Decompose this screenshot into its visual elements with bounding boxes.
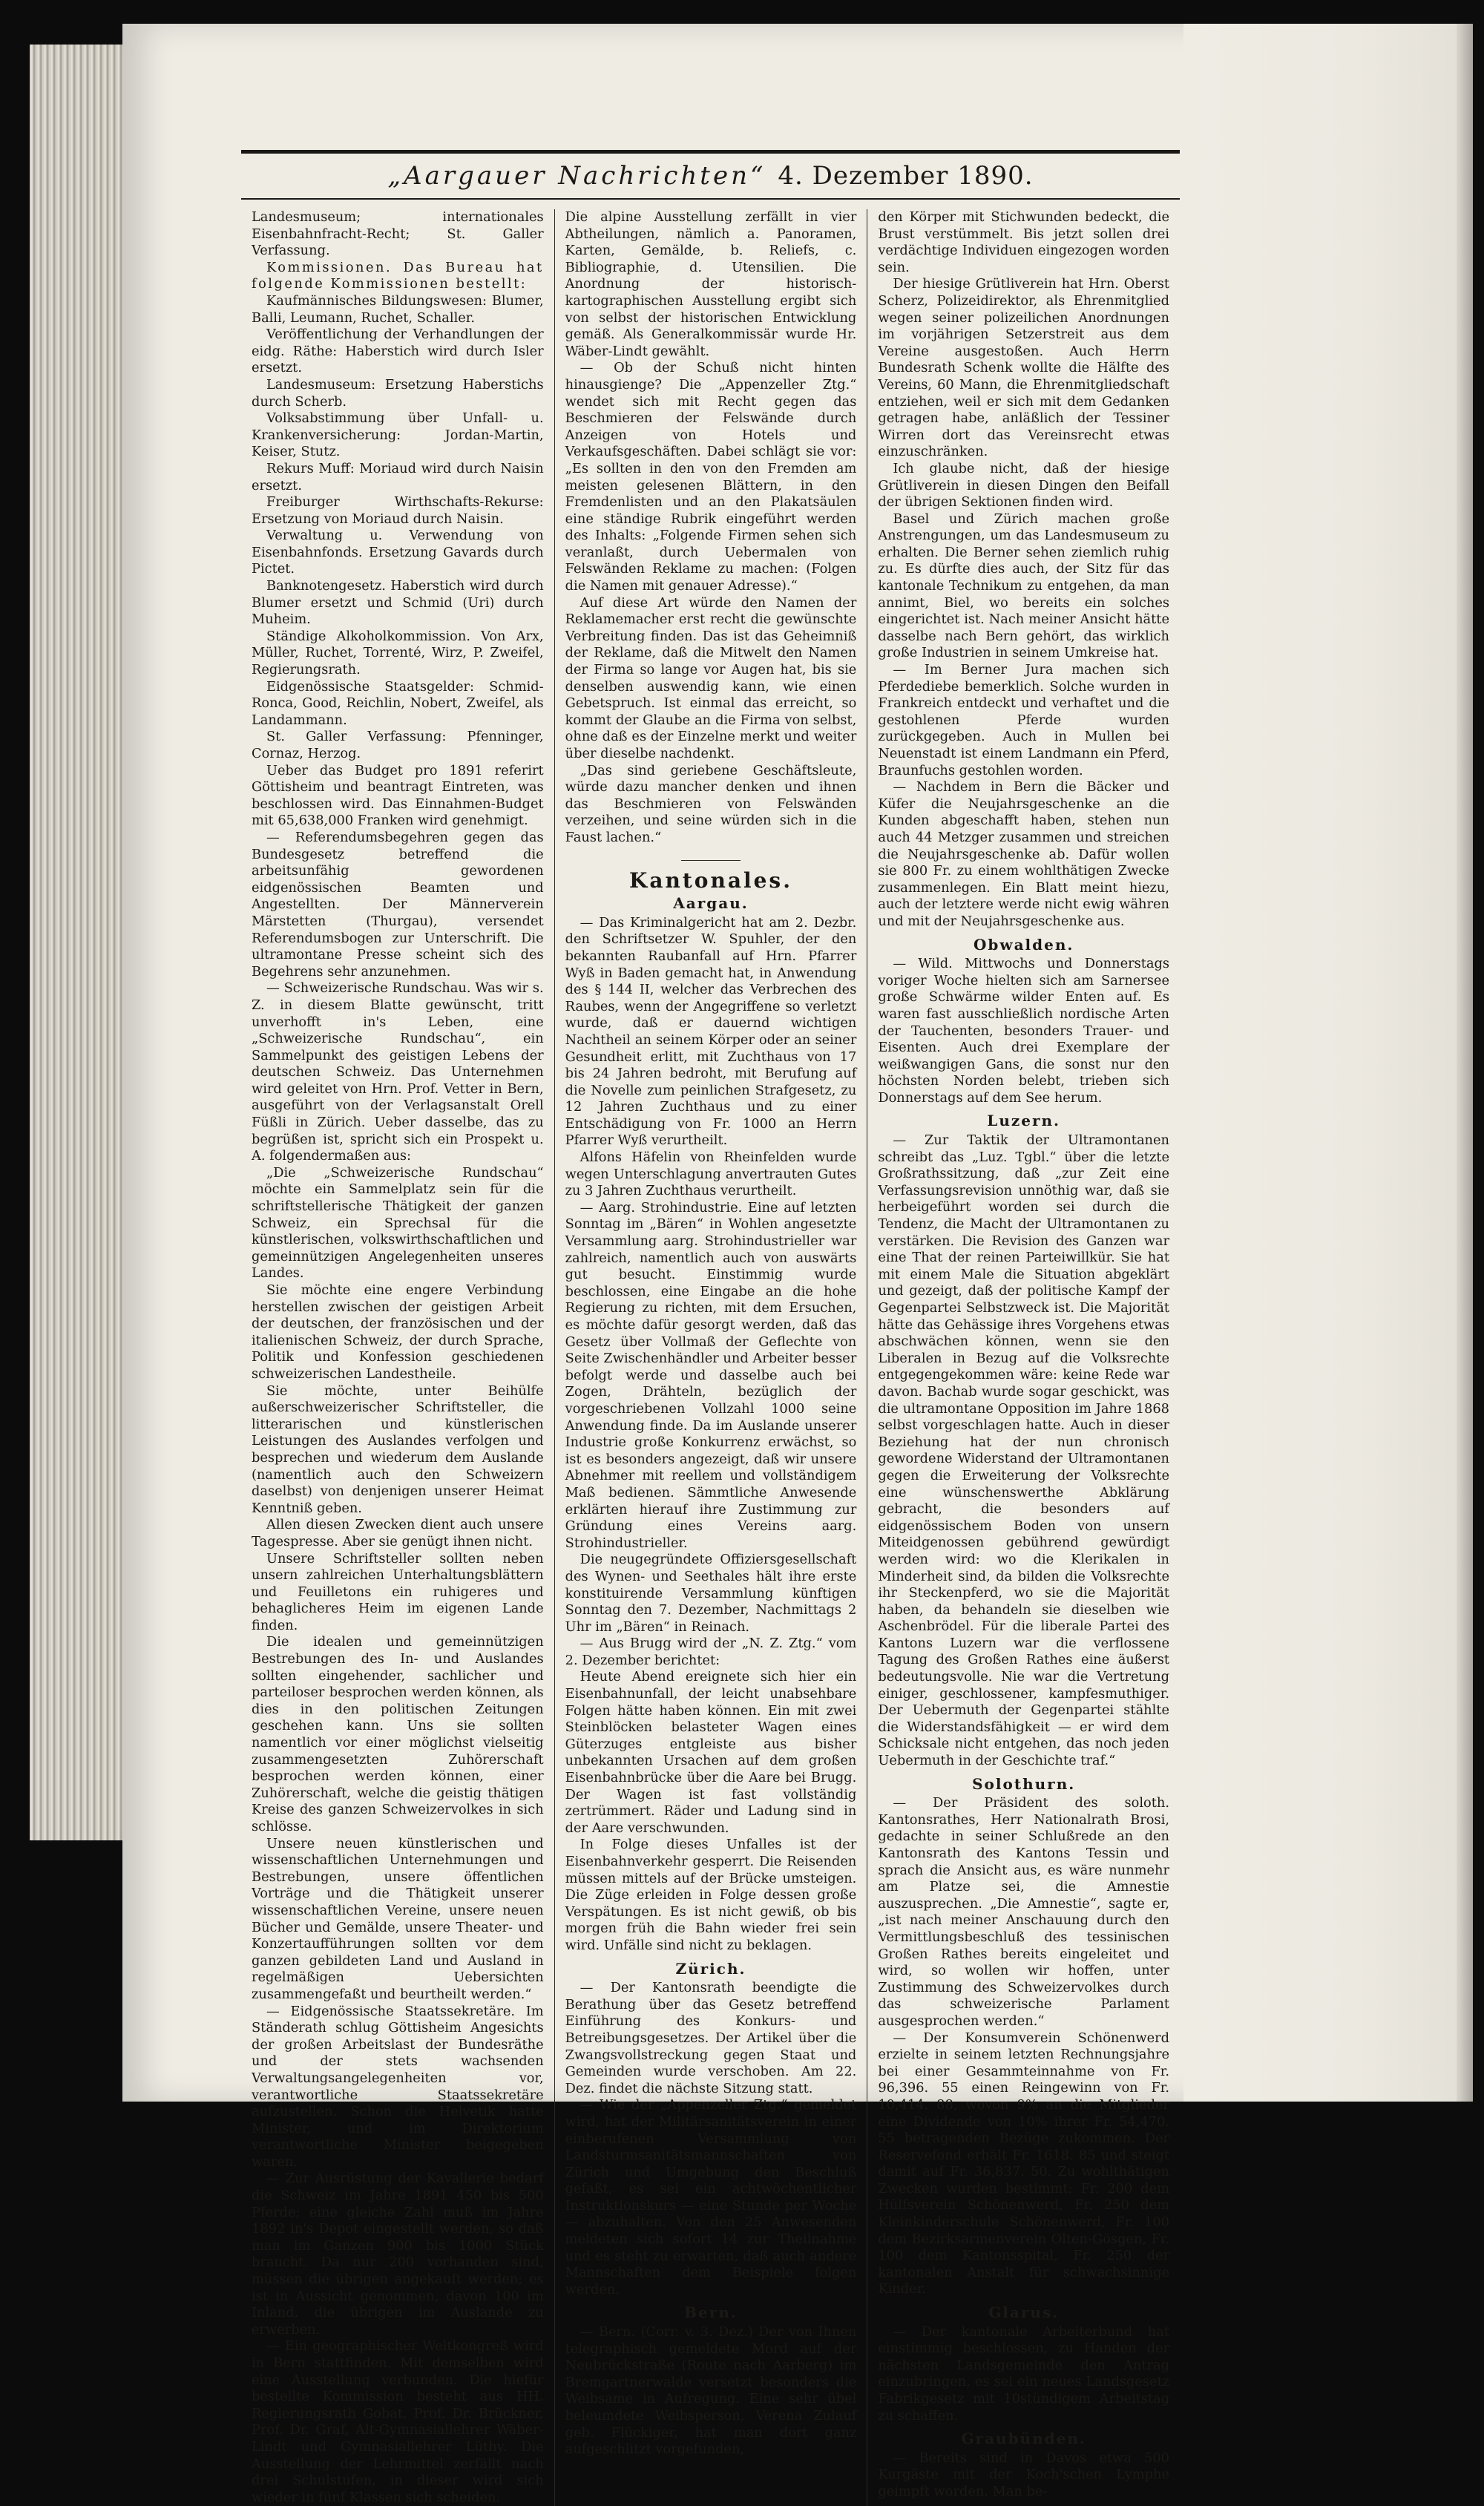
- column-1: [241, 209, 554, 2506]
- paragraph: — Zur Taktik der Ultramontanen schreibt das „Luz. Tgbl.“ über die letzte Großrathssitzung, daß „zur Zeit eine Verfassungsrevision unnöthig war, daß sie herbeigeführt worden sei durch die Tendenz, die Macht der Ultramontanen zu verstärken. Die Revision des Ganzen war eine That der reinen Parteiwillkür. Sie hat mit einem Male die Situation abgeklärt und gezeigt, daß der politische Kampf der Gegenpartei Selbstzweck ist. Die Majorität hätte das Gehässige ihres Vorgehens etwas abschwächen können, wenn sie den Liberalen in Bezug auf die Volksrechte entgegengekommen wäre: keine Rede war davon. Bachab wurde sogar geschickt, was die ultramontane Opposition im Jahre 1868 selbst vorgeschlagen hatte. Auch in dieser Beziehung hat der nun chronisch gewordene Widerstand der Ultramontanen gegen die Erweiterung der Volksrechte eine wünschenswerthe Abklärung gebracht, die besonders auf eidgenössischem Boden von unsern Miteidgenossen gebührend gewürdigt werden wird: wo die Klerikalen in Minderheit sind, da bilden die Volksrechte ihr Steckenpferd, wo sie die Majorität haben, da behandeln sie dieselben wie Aschenbrödel. Für die liberale Partei des Kantons Luzern war die verflossene Tagung des Großen Rathes eine äußerst bedeutungsvolle. Nie war die Vertretung einiger, geschlossener, kampfesmuthiger. Der Uebermuth der Gegenpartei stählte die Widerstandsfähigkeit — er wird dem Schicksale nicht entgehen, das noch jeden Uebermuth in der Geschichte traf.“: [878, 1132, 1169, 1769]
- subsection-heading-zuerich: Zürich.: [675, 1959, 746, 1978]
- book-page-stack: [30, 45, 136, 1840]
- paragraph: Heute Abend ereignete sich hier ein Eisenbahnunfall, der leicht unabsehbare Folgen hätte haben können. Ein mit zwei Steinblöcken belasteter Wagen eines Güterzuges entgleiste aus bisher unbekannten Ursachen auf dem großen Eisenbahnbrücke über die Aare bei Brugg. Der Wagen ist fast vollständig zertrümmert. Räder und Ladung sind in der Aare verschwunden.: [565, 1669, 857, 1836]
- subsection-heading-luzern: Luzern.: [987, 1112, 1061, 1130]
- paragraph: — Referendumsbegehren gegen das Bundesgesetz betreffend die arbeitsunfähig gewordenen eidgenössischen Beamten und Angestellten. Der Männerverein Märstetten (Thurgau), versendet Referendumsbogen zur Unterschrift. Die ultramontane Presse scheint sich des Begehrens sehr anzunehmen.: [252, 829, 544, 980]
- paragraph: Verwaltung u. Verwendung von Eisenbahnfonds. Ersetzung Gavards durch Pictet.: [252, 528, 544, 577]
- paragraph: Die neugegründete Offiziersgesellschaft des Wynen- und Seethales hält ihre erste konstituirende Versammlung künftigen Sonntag den 7. Dezember, Nachmittags 2 Uhr im „Bären“ in Reinach.: [565, 1552, 857, 1635]
- paragraph: Kommissionen. Das Bureau hat folgende Kommissionen bestellt:: [252, 259, 544, 292]
- subsection-heading-aargau: Aargau.: [673, 894, 749, 913]
- subsection-heading-glarus: Glarus.: [988, 2303, 1060, 2322]
- paragraph: — Wie der „Appenzeller Ztg.“ gemeldet wird, hat der Militärsanitätsverein in einer einberufenen Versammlung von Landsturmsanitätsmannschaften von Zürich und Umgebung den Beschluß gefaßt, es sei ein achtwöchentlicher Instruktionskurs — eine Stunde per Woche — abzuhalten. Von den 25 Anwesenden meldeten sich sofort 14 zur Theilnahme und es steht zu erwarten, daß auch andere Mannschaften dem Beispiele folgen werden.: [565, 2097, 857, 2297]
- column-3: [867, 209, 1180, 2506]
- paragraph: Alfons Häfelin von Rheinfelden wurde wegen Unterschlagung anvertrauten Gutes zu 3 Jahren Zuchthaus verurtheilt.: [565, 1149, 857, 1199]
- paragraph: — Der Kantonsrath beendigte die Berathung über das Gesetz betreffend Einführung des Konkurs- und Betreibungsgesetzes. Der Artikel über die Zwangsvollstreckung gegen Staat und Gemeinden wurde verschoben. Am 22. Dez. findet die nächste Sitzung statt.: [565, 1980, 857, 2096]
- paragraph: — Nachdem in Bern die Bäcker und Küfer die Neujahrsgeschenke an die Kunden abgeschafft haben, stehen nun auch 44 Metzger zusammen und streichen die Neujahrsgeschenke ab. Dafür wollen sie 800 Fr. zu einem wohlthätigen Zwecke zusammenlegen. Ein Blatt meint hiezu, auch der letztere werde nicht ewig währen und mit der Neujahrsgeschenke aus.: [878, 779, 1169, 929]
- paragraph: — Schweizerische Rundschau. Was wir s. Z. in diesem Blatte gewünscht, tritt unverhofft in's Leben, eine „Schweizerische Rundschau“, ein Sammelpunkt des geistigen Lebens der deutschen Schweiz. Das Unternehmen wird geleitet von Hrn. Prof. Vetter in Bern, ausgeführt von der Verlagsanstalt Orell Füßli in Zürich. Ueber dasselbe, das zu begrüßen ist, spricht sich ein Prospekt u. A. folgendermaßen aus:: [252, 980, 544, 1164]
- newspaper-page: [122, 24, 1473, 2505]
- paragraph: Ständige Alkoholkommission. Von Arx, Müller, Ruchet, Torrenté, Wirz, P. Zweifel, Regierungsrath.: [252, 628, 544, 678]
- paragraph: Basel und Zürich machen große Anstrengungen, um das Landesmuseum zu erhalten. Die Berner sehen ziemlich ruhig zu. Es dürfte dies auch, der Sitz für das kantonale Technikum zu entgehen, da man annimt, Biel, wo bereits ein solches eingerichtet ist. Nach meiner Ansicht hätte dasselbe nach Bern gehört, das wirklich große Industrien in seinem Umkreise hat.: [878, 511, 1169, 661]
- subsection-heading-graubuenden: Graubünden.: [961, 2430, 1086, 2448]
- paragraph: — Zur Ausrüstung der Kavallerie bedarf die Schweiz im Jahre 1891 450 bis 500 Pferde; eine gleiche Zahl muß im Jahre 1892 in's Depot eingestellt werden, so daß man im Ganzen 900 bis 1000 Stück braucht. Da nur 200 vorhanden sind, müssen die übrigen angekauft werden; es ist in Aussicht genommen, davon 100 im Inland, die übrigen im Auslande zu erwerben.: [252, 2171, 544, 2338]
- paragraph: Veröffentlichung der Verhandlungen der eidg. Räthe: Haberstich wird durch Isler ersetzt.: [252, 327, 544, 376]
- subsection-heading-obwalden: Obwalden.: [973, 935, 1074, 954]
- paragraph: Freiburger Wirthschafts-Rekurse: Ersetzung von Moriaud durch Naisin.: [252, 494, 544, 527]
- paragraph: Eidgenössische Staatsgelder: Schmid-Ronca, Good, Reichlin, Nobert, Zweifel, als Landammann.: [252, 678, 544, 728]
- newspaper-title: „Aargauer Nachrichten“: [387, 161, 766, 191]
- paragraph: In Folge dieses Unfalles ist der Eisenbahnverkehr gesperrt. Die Reisenden müssen mittels auf der Brücke umsteigen. Die Züge erleiden in Folge dessen große Verspätungen. Es ist nicht gewiß, ob bis morgen früh die Bahn wieder frei sein wird. Unfälle sind nicht zu beklagen.: [565, 1837, 857, 1953]
- paragraph: — Bereits sind in Davos etwa 500 Kurgäste mit der Koch'schen Lymphe geimpft worden. Man be-: [878, 2450, 1169, 2499]
- paragraph: Landesmuseum; internationales Eisenbahnfracht-Recht; St. Galler Verfassung.: [252, 209, 544, 259]
- paragraph: Der hiesige Grütliverein hat Hrn. Oberst Scherz, Polizeidirektor, als Ehrenmitglied wegen seiner polizeilichen Anordnungen im vorjährigen Setzerstreit aus dem Vereine ausgestoßen. Auch Herrn Bundesrath Schenk wollte die Hälfte des Vereins, 60 Mann, die Ehrenmitgliedschaft entziehen, weil er sich mit dem Gedanken getragen habe, anläßlich der Tessiner Wirren dort das Vereinsrecht etwas einzuschränken.: [878, 276, 1169, 460]
- paragraph: Unsere Schriftsteller sollten neben unsern zahlreichen Unterhaltungsblättern und Feuilletons ein ruhigeres und behaglicheres Heim im eigenen Lande finden.: [252, 1550, 544, 1633]
- section-divider: [681, 860, 741, 861]
- paragraph: — Aus Brugg wird der „N. Z. Ztg.“ vom 2. Dezember berichtet:: [565, 1636, 857, 1668]
- paragraph: „Das sind geriebene Geschäftsleute, würde dazu mancher denken und ihnen das Beschmieren von Felswänden verzeihen, und seine würden sich in die Faust lachen.“: [565, 762, 857, 845]
- paragraph: „Die „Schweizerische Rundschau“ möchte ein Sammelplatz sein für die schriftstellerische Thätigkeit der ganzen Schweiz, ein Sprechsal für die künstlerischen, volkswirthschaftlichen und gemeinnützigen Angelegenheiten unseres Landes.: [252, 1164, 544, 1282]
- paragraph: den Körper mit Stichwunden bedeckt, die Brust verstümmelt. Bis jetzt sollen drei verdächtige Individuen eingezogen worden sein.: [878, 209, 1169, 275]
- paragraph: — Ob der Schuß nicht hinten hinausgienge? Die „Appenzeller Ztg.“ wendet sich mit Recht gegen das Beschmieren der Felswände durch Anzeigen von Hotels und Verkaufsgeschäften. Dabei schlägt sie vor: „Es sollten in den von den Fremden am meisten gelesenen Blättern, in den Fremdenlisten und an den Plakatsäulen eine ständige Rubrik eingeführt werden des Inhalts: „Folgende Firmen sehen sich veranlaßt, durch Uebermalen von Felswänden Reklame zu machen: (Folgen die Namen mit genauer Adresse).“: [565, 360, 857, 594]
- paragraph: — Ein geographischer Weltkongreß wird in Bern stattfinden. Mit demselben wird eine Ausstellung verbunden. Die hiefür bestellte Kommission besteht aus HH. Regierungsrath Gobat, Prof. Dr. Brückner, Prof. Dr. Graf, Alt-Gymnasiallehrer Wäber-Lindt und Gymnasiallehrer Lüthy. Die Ausstellung der Lehrmittel zerfällt nach drei Schulstufen, in dieser wird sich wieder in fünf Klassen sich scheiden.: [252, 2338, 544, 2505]
- page-header: [241, 150, 1180, 200]
- page-content: [241, 150, 1180, 2505]
- section-heading-kantonales: Kantonales.: [629, 867, 792, 893]
- paragraph: — Wild. Mittwochs und Donnerstags voriger Woche hielten sich am Sarnersee große Schwärme wilder Enten auf. Es waren fast ausschließlich nordische Arten der Tauchenten, besonders Trauer- und Eisenten. Auch drei Exemplare der weißwangigen Gans, die sonst nur den höchsten Norden belebt, trieben sich Donnerstags auf dem See herum.: [878, 956, 1169, 1106]
- paragraph: — Eidgenössische Staatssekretäre. Im Ständerath schlug Göttisheim Angesichts der großen Arbeitslast der Bundesräthe und der stets wachsenden Verwaltungsangelegenheiten vor, verantwortliche Staatssekretäre aufzustellen. Schon die Helvetik hatte Minister, und im Direktorium verantwortliche Minister beigegeben waren.: [252, 2003, 544, 2170]
- issue-date: 4. Dezember 1890.: [778, 161, 1034, 191]
- paragraph: Banknotengesetz. Haberstich wird durch Blumer ersetzt und Schmid (Uri) durch Muheim.: [252, 578, 544, 628]
- paragraph: — Der Konsumverein Schönenwerd erzielte in seinem letzten Rechnungsjahre bei einer Gesammteinnahme von Fr. 96,396. 55 einen Reingewinn von Fr. 10,414. 88, wovon 9% an die Mitglieder eine Dividende von 10% ihrer Fr. 54,470. 55 betragenden Bezüge zukommen. Der Reservefond erhält Fr. 1618. 85 und steigt damit auf Fr. 36,837. 50. Zu wohlthätigen Zwecken wurden bestimmt: Fr. 200 dem Hülfsverein Schönenwerd, Fr. 250 dem Kleinkinderschule Schönenwerd, Fr. 100 dem Bezirksarmenverein Olten-Gösgen, Fr. 100 dem Kantonsspital, Fr. 250 der kantonalen Anstalt für schwachsinnige Kinder.: [878, 2030, 1169, 2297]
- paragraph: Ich glaube nicht, daß der hiesige Grütliverein in diesen Dingen den Beifall der übrigen Sektionen finden wird.: [878, 460, 1169, 511]
- paragraph: — Bern. (Corr. v. 3. Dez.) Der von Ihnen telegraphisch gemeldete Mord auf der Neubrückstraße (Route nach Aarberg) im Bremgartnerwalde versetzt besonders die Weibsame in Aufregung. Eine sehr übel beleumdete Weibsperson, Verena Zulauf geb. Flückiger, hat man dort ganz aufgeschlitzt vorgefunden,: [565, 2324, 857, 2458]
- text-columns: [241, 209, 1180, 2505]
- paragraph: Sie möchte eine engere Verbindung herstellen zwischen der geistigen Arbeit der deutschen, der französischen und der italienischen Schweiz, der durch Sprache, Politik und Konfession geschiedenen schweizerischen Landestheile.: [252, 1282, 544, 1382]
- paragraph: Volksabstimmung über Unfall- u. Krankenversicherung: Jordan-Martin, Keiser, Stutz.: [252, 410, 544, 460]
- paragraph: Rekurs Muff: Moriaud wird durch Naisin ersetzt.: [252, 460, 544, 493]
- paragraph: — Der Präsident des soloth. Kantonsrathes, Herr Nationalrath Brosi, gedachte in seiner Schlußrede an den Kantonsrath des Kantons Tessin und sprach die Ansicht aus, es wäre nunmehr am Platze sei, die Amnestie auszusprechen. „Die Amnestie“, sagte er, „ist nach meiner Anschauung durch den Vermittlungsbeschluß des tessinischen Großen Rathes bereits eingeleitet und wird, so wollen wir hoffen, unter Zustimmung des Schweizervolkes durch das schweizerische Parlament ausgesprochen werden.“: [878, 1795, 1169, 2029]
- paragraph: Landesmuseum: Ersetzung Haberstichs durch Scherb.: [252, 376, 544, 410]
- paragraph: Die idealen und gemeinnützigen Bestrebungen des In- und Auslandes sollten eingehender, sachlicher und parteiloser besprochen werden können, als dies in den politischen Zeitungen geschehen kann. Uns sie sollten namentlich vor einer möglichst vielseitig zusammengesetzten Zuhörerschaft besprochen werden können, einer Zuhörerschaft, welche die geistig thätigen Kreise des ganzen Schweizervolkes in sich schlösse.: [252, 1634, 544, 1834]
- page-margin: [1183, 24, 1473, 2102]
- paragraph: Auf diese Art würde den Namen der Reklamemacher erst recht die gewünschte Verbreitung finden. Das ist das Geheimniß der Reklame, daß die Mitwelt den Namen der Firma so lange vor Augen hat, bis sie denselben auswendig kann, wie einen Gebetspruch. Ist einmal das erreicht, so kommt der Glaube an die Firma von selbst, ohne daß es der Einzelne merkt und weiter über dieselbe nachdenkt.: [565, 594, 857, 761]
- paragraph: Allen diesen Zwecken dient auch unsere Tagespresse. Aber sie genügt ihnen nicht.: [252, 1517, 544, 1549]
- paragraph: — Das Kriminalgericht hat am 2. Dezbr. den Schriftsetzer W. Spuhler, der den bekannten Raubanfall auf Hrn. Pfarrer Wyß in Baden gemacht hat, in Anwendung des § 144 II, welcher das Verbrechen des Raubes, wenn der Angegriffene so verletzt wurde, daß er dauernd wichtigen Nachtheil an seinem Körper oder an seiner Gesundheit erlitt, mit Zuchthaus von 17 bis 24 Jahren bedroht, mit Berufung auf die Novelle zum peinlichen Strafgesetz, zu 12 Jahren Zuchthaus und zu einer Entschädigung von Fr. 1000 an Herrn Pfarrer Wyß verurtheilt.: [565, 914, 857, 1149]
- paragraph: Ueber das Budget pro 1891 referirt Göttisheim und beantragt Eintreten, was beschlossen wird. Das Einnahmen-Budget mit 65,638,000 Franken wird genehmigt.: [252, 762, 544, 829]
- subsection-heading-bern: Bern.: [684, 2303, 738, 2322]
- paragraph: — Im Berner Jura machen sich Pferdediebe bemerklich. Solche wurden in Frankreich entdeckt und verhaftet und die gestohlenen Pferde wurden zurückgegeben. Auch in Mullen bei Neuenstadt ist einem Landmann ein Pferd, Braunfuchs gestohlen worden.: [878, 662, 1169, 778]
- paragraph: Unsere neuen künstlerischen und wissenschaftlichen Unternehmungen und Bestrebungen, unsere öffentlichen Vorträge und die Thätigkeit unserer wissenschaftlichen Vereine, unsere neuen Bücher und Gemälde, unsere Theater- und Konzertaufführungen sollten vor dem ganzen gebildeten Land und Ausland in regelmäßigen Uebersichten zusammengefaßt und beurtheilt werden.“: [252, 1835, 544, 2002]
- paragraph: Die alpine Ausstellung zerfällt in vier Abtheilungen, nämlich a. Panoramen, Karten, Gemälde, b. Reliefs, c. Bibliographie, d. Utensilien. Die Anordnung der historisch-kartographischen Ausstellung ergibt sich von selbst der historischen Entwicklung gemäß. Als Generalkommissär wurde Hr. Wäber-Lindt gewählt.: [565, 209, 857, 359]
- paragraph: Sie möchte, unter Beihülfe außerschweizerischer Schriftsteller, die litterarischen und künstlerischen Leistungen des Auslandes verfolgen und besprechen und wiederum dem Auslande (namentlich auch den Schweizern daselbst) von denjenigen unserer Heimat Kenntniß geben.: [252, 1382, 544, 1516]
- column-2: [554, 209, 867, 2506]
- page-edge-shadow: [1457, 24, 1473, 2102]
- paragraph: — Der kantonale Arbeiterbund hat einstimmig beschlossen, zu Handen der nächsten Landsgemeinde den Antrag einzubringen, es sei ein neues Landsgesetz Fabrikgesetz mit 10stündigem Arbeitstag zu schaffen.: [878, 2323, 1169, 2424]
- paragraph: Kaufmännisches Bildungswesen: Blumer, Balli, Leumann, Ruchet, Schaller.: [252, 292, 544, 326]
- paragraph: — Aarg. Strohindustrie. Eine auf letzten Sonntag im „Bären“ in Wohlen angesetzte Versammlung aarg. Strohindustrieller war zahlreich, namentlich auch von auswärts gut besucht. Einstimmig wurde beschlossen, eine Eingabe an die hohe Regierung zu richten, mit dem Ersuchen, es möchte dafür gesorgt werden, daß das Gesetz über Vollmaß der Geflechte von Seite Zwischenhändler und Arbeiter besser befolgt werde und dasselbe auch bei Zogen, Drähteln, bezüglich der vorgeschriebenen Vollzahl 1000 seine Anwendung finde. Da im Auslande unserer Industrie große Konkurrenz erwächst, so ist es besonders angezeigt, daß wir unsere Abnehmer mit reellem und vollständigem Maß bedienen. Sämmtliche Anwesende erklärten hierauf ihre Zustimmung zur Gründung eines Vereins aarg. Strohindustrieller.: [565, 1199, 857, 1551]
- paragraph: St. Galler Verfassung: Pfenninger, Cornaz, Herzog.: [252, 729, 544, 761]
- subsection-heading-solothurn: Solothurn.: [972, 1774, 1076, 1793]
